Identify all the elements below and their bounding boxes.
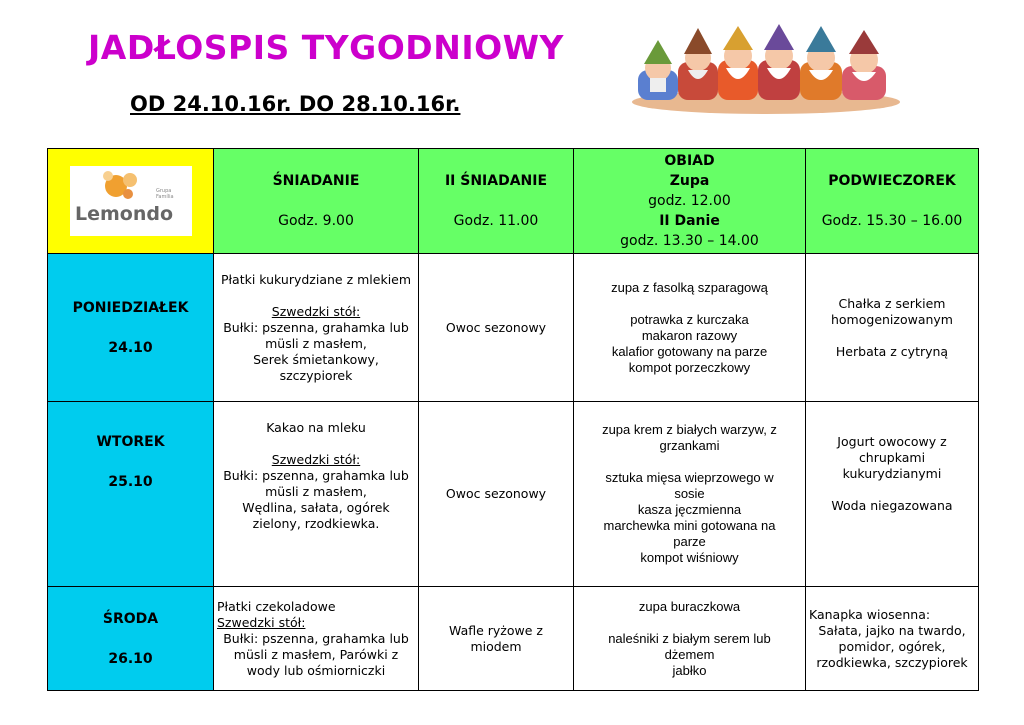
page-title: JADŁOSPIS TYGODNIOWY (88, 28, 564, 67)
lunch-main-label: II Danie (659, 213, 720, 229)
menu-line: dżemem (664, 646, 715, 662)
menu-line: Wędlina, sałata, ogórek (242, 500, 390, 515)
menu-line: Szwedzki stół: (271, 303, 361, 319)
day-cell (48, 254, 214, 402)
menu-line: chrupkami (858, 450, 926, 465)
second-breakfast-time: Godz. 11.00 (453, 213, 539, 229)
menu-line: jabłko (672, 662, 707, 678)
menu-line: zielony, rzodkiewka. (252, 516, 380, 531)
menu-line: Bułki: pszenna, grahamka lub (223, 319, 409, 335)
logo-tagline-1: Grupa (155, 188, 171, 194)
menu-line: grzankami (659, 438, 720, 453)
lunch-label: OBIAD (664, 153, 715, 169)
menu-line: homogenizowanym (830, 311, 953, 327)
menu-line: Szwedzki stół: (271, 452, 361, 467)
breakfast-cell (214, 254, 419, 402)
date-range: OD 24.10.16r. DO 28.10.16r. (130, 92, 461, 116)
lunch-soup-time: godz. 12.00 (648, 193, 731, 209)
column-snack (806, 149, 979, 254)
day-row-wednesday (48, 587, 979, 691)
breakfast-cell (214, 402, 419, 587)
logo-text: Lemondo (74, 203, 173, 225)
menu-line: Bułki: pszenna, grahamka lub (223, 630, 409, 646)
menu-line: kasza jęczmienna (637, 502, 742, 517)
logo-cell (48, 149, 214, 254)
breakfast-label: ŚNIADANIE (272, 173, 360, 189)
lunch-cell (574, 587, 806, 691)
day-name: PONIEDZIAŁEK (72, 299, 189, 316)
breakfast-cell (214, 587, 419, 691)
menu-line: zupa krem z białych warzyw, z (602, 422, 777, 437)
menu-line: kompot porzeczkowy (628, 359, 751, 375)
day-date: 26.10 (108, 650, 153, 667)
day-cell (48, 402, 214, 587)
menu-line: rzodkiewka, szczypiorek (816, 654, 968, 670)
menu-line: Sałata, jajko na twardo, (818, 622, 966, 638)
menu-line: Płatki czekoladowe (217, 598, 336, 614)
day-cell (48, 587, 214, 691)
menu-line: Kakao na mleku (266, 420, 366, 435)
menu-line: müsli z masłem, (265, 335, 367, 351)
menu-line: zupa z fasolką szparagową (611, 279, 768, 295)
breakfast-time: Godz. 9.00 (278, 213, 354, 229)
day-row-monday (48, 254, 979, 402)
snack-time: Godz. 15.30 – 16.00 (821, 213, 963, 229)
menu-line: potrawka z kurczaka (630, 311, 749, 327)
column-second-breakfast (419, 149, 574, 254)
lunch-main-time: godz. 13.30 – 14.00 (620, 233, 759, 249)
menu-table (47, 148, 979, 691)
lunch-cell (574, 254, 806, 402)
menu-line: wody lub ośmiorniczki (246, 662, 386, 678)
menu-line: zupa buraczkowa (638, 598, 741, 614)
menu-line: Woda niegazowana (831, 498, 953, 513)
menu-line: Jogurt owocowy z (837, 434, 947, 449)
day-row-tuesday (48, 402, 979, 587)
column-lunch (574, 149, 806, 254)
lunch-cell (574, 402, 806, 587)
menu-line: Płatki kukurydziane z mlekiem (220, 271, 412, 287)
snack-cell (806, 402, 979, 587)
day-name: WTOREK (96, 434, 165, 450)
second-breakfast-cell (419, 587, 574, 691)
menu-line: Herbata z cytryną (835, 343, 949, 359)
menu-line: kompot wiśniowy (640, 550, 739, 565)
menu-line: Serek śmietankowy, (253, 351, 379, 367)
menu-line: Wafle ryżowe z miodem (449, 622, 543, 654)
lunch-soup-label: Zupa (669, 173, 710, 189)
second-breakfast-cell: Owoc sezonowy (419, 402, 574, 587)
lemondo-logo (70, 166, 192, 236)
menu-line: szczypiorek (279, 367, 353, 383)
snack-cell (806, 587, 979, 691)
snack-cell (806, 254, 979, 402)
menu-line: Bułki: pszenna, grahamka lub (223, 468, 409, 483)
logo-tagline-2: Família (155, 194, 174, 200)
menu-line: sztuka mięsa wieprzowego w (605, 470, 774, 485)
menu-line: müsli z masłem, Parówki z (233, 646, 399, 662)
menu-line: parze (673, 534, 706, 549)
menu-line: pomidor, ogórek, (838, 638, 946, 654)
menu-line: makaron razowy (641, 327, 738, 343)
menu-line: müsli z masłem, (265, 484, 367, 499)
day-name: ŚRODA (102, 610, 159, 627)
second-breakfast-cell: Owoc sezonowy (419, 254, 574, 402)
column-breakfast (214, 149, 419, 254)
menu-line: Chałka z serkiem (838, 295, 946, 311)
menu-line: sosie (674, 486, 705, 501)
menu-line: naleśniki z białym serem lub (608, 630, 771, 646)
menu-line: kukurydzianymi (842, 466, 942, 481)
snack-label: PODWIECZOREK (828, 173, 956, 189)
second-breakfast-label: II ŚNIADANIE (444, 173, 548, 189)
menu-line: Szwedzki stół: (217, 614, 306, 630)
menu-line: marchewka mini gotowana na (603, 518, 776, 533)
day-date: 24.10 (108, 339, 153, 356)
menu-line: kalafior gotowany na parze (611, 343, 768, 359)
header-row (48, 149, 979, 254)
day-date: 25.10 (108, 474, 153, 490)
menu-line: Kanapka wiosenna: (809, 606, 931, 622)
seven-dwarfs-illustration (630, 20, 902, 115)
